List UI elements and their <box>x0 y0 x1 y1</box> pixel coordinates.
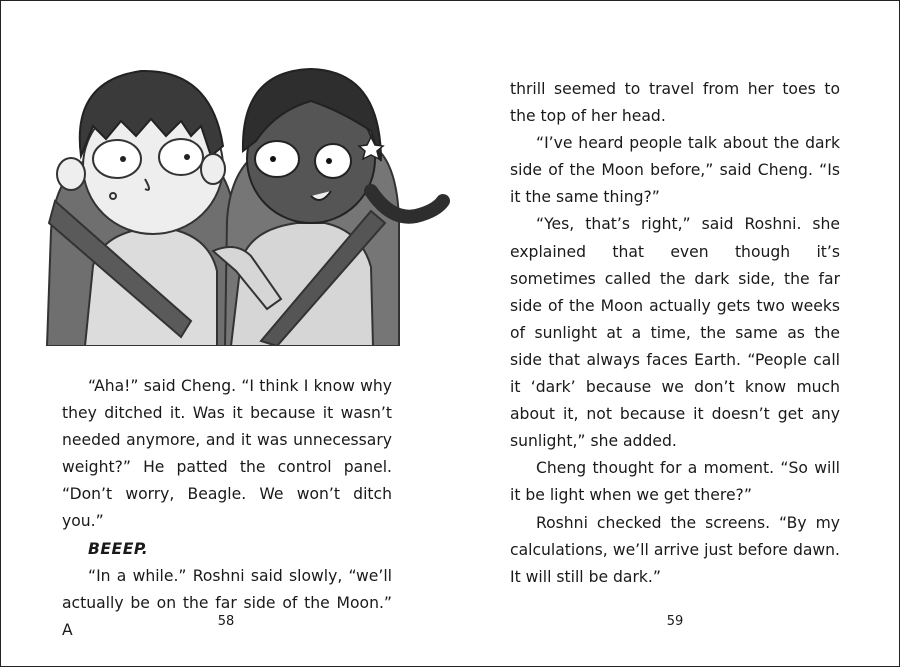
paragraph: “Aha!” said Cheng. “I think I know why they ditched it. Was it because it wasn’t needed anymore, and it was unnecessary weight?” He patted the control panel. “Don’t worry, Beagle. We won’t ditch you.” <box>62 377 392 531</box>
paragraph: Cheng thought for a moment. “So will it be light when we get there?” <box>510 459 840 505</box>
cheng-right-eye <box>159 139 203 175</box>
roshni-braid <box>371 191 443 217</box>
left-page <box>1 1 450 666</box>
paragraph: “I’ve heard people talk about the dark side of the Moon before,” said Cheng. “Is it the same thing?” <box>510 134 840 207</box>
cheng-left-ear <box>57 158 85 190</box>
page-number: 59 <box>666 614 684 629</box>
left-page-text <box>62 373 392 644</box>
paragraph: Roshni checked the screens. “By my calculations, we’ll arrive just before dawn. It will still be dark.” <box>510 513 840 586</box>
paragraph: “Yes, that’s right,” said Roshni. she explained that even though it’s sometimes called the dark side, the far side of the Moon actually gets two weeks of sunlight at a time, the same as the side that always faces Earth. “People call it ‘dark’ because we don’t know much about it, not because it doesn’t get any sunlight,” she added. <box>510 215 840 451</box>
roshni-right-eye <box>315 144 351 178</box>
cheng-left-eye <box>93 140 141 178</box>
paragraph: thrill seemed to travel from her toes to the top of her head. <box>510 80 840 126</box>
right-page-text <box>510 76 840 591</box>
cheng-and-roshni-illustration <box>41 41 451 346</box>
sound-effect: BEEEP. <box>88 539 149 558</box>
right-page <box>450 1 899 666</box>
cheng-right-ear <box>201 154 225 184</box>
paragraph: “In a while.” Roshni said slowly, “we’ll actually be on the far side of the Moon.” A <box>62 566 392 639</box>
page-number: 58 <box>217 614 235 629</box>
roshni-left-eye <box>255 141 299 177</box>
